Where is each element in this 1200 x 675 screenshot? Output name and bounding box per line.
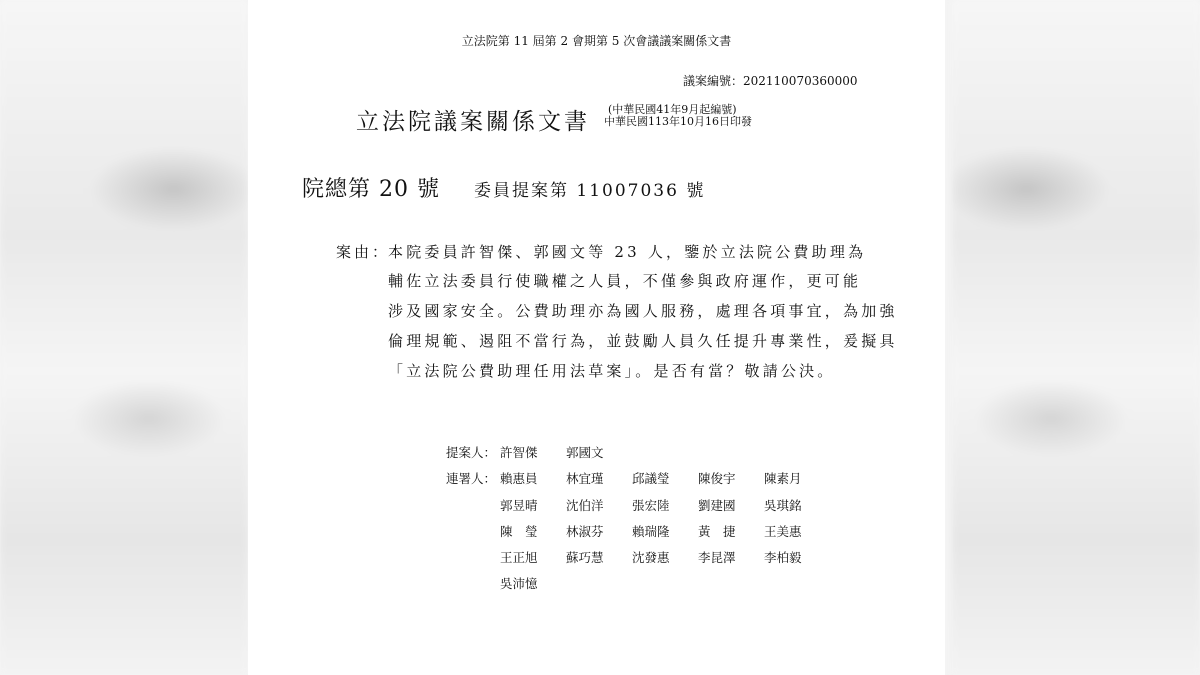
- cosigner-name: 王正旭: [500, 550, 538, 565]
- cosigners-label: 連署人：: [446, 471, 497, 486]
- cosigner-name: 林淑芬: [566, 524, 604, 539]
- cosigner-name: 賴惠員: [500, 471, 538, 486]
- bill-number: 議案編號：202110070360000: [683, 74, 858, 88]
- print-date: 中華民國113年10月16日印發: [604, 115, 752, 128]
- cosigner-name: 黃 捷: [698, 524, 736, 539]
- blurred-background-left: [0, 0, 248, 675]
- general-number: 院總第 20 號: [302, 177, 440, 202]
- cosigner-name: 吳琪銘: [764, 498, 802, 513]
- session-header: 立法院第 11 屆第 2 會期第 5 次會議議案關係文書: [461, 34, 732, 48]
- proposal-number: 委員提案第 11007036 號: [474, 181, 706, 201]
- document-title: 立法院議案關係文書: [356, 109, 590, 135]
- cosigner-name: 劉建國: [698, 498, 736, 513]
- reason-line: 「立法院公費助理任用法草案」。是否有當？敬請公決。: [388, 362, 836, 380]
- cosigner-name: 李昆澤: [698, 550, 736, 565]
- reason-line: 輔佐立法委員行使職權之人員，不僅參與政府運作，更可能: [388, 272, 862, 290]
- cosigner-name: 李柏毅: [764, 550, 802, 565]
- proposers-label: 提案人：: [446, 445, 497, 460]
- cosigner-name: 蘇巧慧: [566, 550, 604, 565]
- reason-line: 涉及國家安全。公費助理亦為國人服務，處理各項事宜，為加強: [388, 302, 898, 320]
- cosigner-name: 賴瑞隆: [632, 524, 670, 539]
- blurred-background-right: [952, 0, 1200, 675]
- proposer-name: 郭國文: [566, 445, 604, 460]
- document-page: [248, 0, 945, 675]
- reason-label: 案由：: [336, 243, 391, 261]
- cosigner-name: 邱議瑩: [632, 471, 670, 486]
- cosigner-name: 陳俊宇: [698, 471, 736, 486]
- cosigner-name: 吳沛憶: [500, 576, 538, 591]
- cosigner-name: 林宜瑾: [566, 471, 604, 486]
- cosigner-name: 沈伯洋: [566, 498, 604, 513]
- cosigner-name: 張宏陸: [632, 498, 670, 513]
- cosigner-name: 沈發惠: [632, 550, 670, 565]
- cosigner-name: 王美惠: [764, 524, 802, 539]
- cosigner-name: 陳 瑩: [500, 524, 538, 539]
- reason-line: 本院委員許智傑、郭國文等 23 人，鑒於立法院公費助理為: [388, 243, 867, 261]
- cosigner-name: 郭昱晴: [500, 498, 538, 513]
- cosigner-name: 陳素月: [764, 471, 802, 486]
- numbering-since-note: (中華民國41年9月起編號): [608, 103, 737, 116]
- reason-line: 倫理規範、遏阻不當行為，並鼓勵人員久任提升專業性，爰擬具: [388, 332, 898, 350]
- proposer-name: 許智傑: [500, 445, 538, 460]
